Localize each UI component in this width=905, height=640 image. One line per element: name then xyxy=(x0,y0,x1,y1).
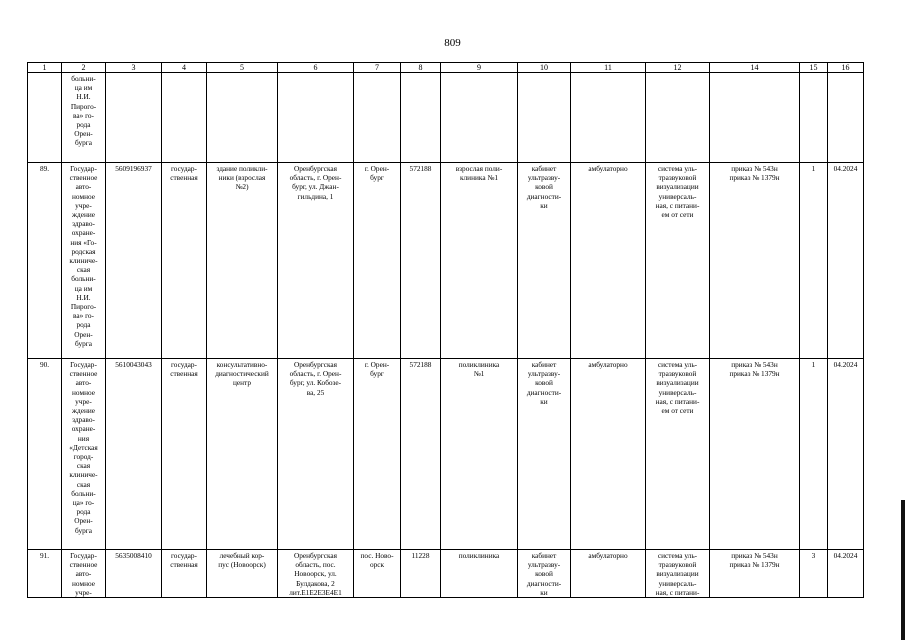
table-cell: 89. xyxy=(28,163,62,359)
column-header: 5 xyxy=(207,63,278,73)
table-cell: приказ № 543н приказ № 1379н xyxy=(710,550,800,598)
table-cell: кабинет ультразву- ковой диагности- ки xyxy=(518,550,571,598)
table-cell: 572188 xyxy=(401,163,441,359)
table-cell: взрослая поли- клиника №1 xyxy=(441,163,518,359)
table-cell: 5609196937 xyxy=(106,163,162,359)
table-cell: лечебный кор- пус (Новоорск) xyxy=(207,550,278,598)
scan-edge-mark xyxy=(901,500,905,640)
table-cell: амбулаторно xyxy=(571,359,646,550)
table-cell xyxy=(278,73,354,163)
table-cell: 1 xyxy=(800,359,828,550)
column-header: 3 xyxy=(106,63,162,73)
table-cell: 04.2024 xyxy=(828,163,864,359)
table-cell: амбулаторно xyxy=(571,550,646,598)
table-cell: 3 xyxy=(800,550,828,598)
table-cell: 5635008410 xyxy=(106,550,162,598)
table-cell: Оренбургская область, г. Орен- бург, ул. Джан- гильдина, 1 xyxy=(278,163,354,359)
table-cell: г. Орен- бург xyxy=(354,359,401,550)
column-header: 1 xyxy=(28,63,62,73)
table-cell: 5610043043 xyxy=(106,359,162,550)
table-cell: 90. xyxy=(28,359,62,550)
column-header: 15 xyxy=(800,63,828,73)
column-header: 7 xyxy=(354,63,401,73)
column-header: 9 xyxy=(441,63,518,73)
table-cell: 11228 xyxy=(401,550,441,598)
table-row xyxy=(28,163,864,359)
table-cell: пос. Ново- орск xyxy=(354,550,401,598)
table-cell: приказ № 543н приказ № 1379н xyxy=(710,359,800,550)
table-cell xyxy=(207,73,278,163)
header-row xyxy=(28,63,864,73)
table-cell: государ- ственная xyxy=(162,550,207,598)
column-header: 6 xyxy=(278,63,354,73)
table-cell xyxy=(162,73,207,163)
table-cell: 91. xyxy=(28,550,62,598)
column-header: 11 xyxy=(571,63,646,73)
column-header: 12 xyxy=(646,63,710,73)
table-cell: амбулаторно xyxy=(571,163,646,359)
table-cell xyxy=(571,73,646,163)
table-cell xyxy=(441,73,518,163)
table-cell xyxy=(828,73,864,163)
table-cell: здание поликли- ники (взрослая №2) xyxy=(207,163,278,359)
table-cell: больни- ца им Н.И. Пирого- ва» го- рода Орен- бурга xyxy=(62,73,106,163)
column-header: 14 xyxy=(710,63,800,73)
table-cell: 04.2024 xyxy=(828,359,864,550)
table-cell: 572188 xyxy=(401,359,441,550)
table-cell xyxy=(401,73,441,163)
table-cell: консультативно- диагностический центр xyxy=(207,359,278,550)
table-cell: государ- ственная xyxy=(162,163,207,359)
table-cell: г. Орен- бург xyxy=(354,163,401,359)
table-cell: Государ- ственное авто- номное учре- xyxy=(62,550,106,598)
table-cell: поликлиника xyxy=(441,550,518,598)
table-cell: Оренбургская область, г. Орен- бург, ул. Кобозе- ва, 25 xyxy=(278,359,354,550)
table-cell: Оренбургская область, пос. Новоорск, ул. Булдакова, 2 лит.Е1Е2Е3Е4Е1 xyxy=(278,550,354,598)
page-number: 809 xyxy=(444,37,461,49)
table-cell: система уль- тразвуковой визуализации универсаль- ная, с питани- ем от сети xyxy=(646,359,710,550)
table-cell xyxy=(646,73,710,163)
table-cell: система уль- тразвуковой визуализации универсаль- ная, с питани- xyxy=(646,550,710,598)
table-row xyxy=(28,359,864,550)
column-header: 10 xyxy=(518,63,571,73)
table-cell: приказ № 543н приказ № 1379н xyxy=(710,163,800,359)
table-cell: 1 xyxy=(800,163,828,359)
table-cell: кабинет ультразву- ковой диагности- ки xyxy=(518,359,571,550)
table-cell xyxy=(106,73,162,163)
table-cell xyxy=(28,73,62,163)
table-cell: Государ- ственное авто- номное учре- ждение здраво- охране- ния «Го- родская клиниче- ская больни- ца им Н.И. Пирого- ва» го- рода Орен- бурга xyxy=(62,163,106,359)
table-cell: поликлиника №1 xyxy=(441,359,518,550)
column-header: 8 xyxy=(401,63,441,73)
table-row xyxy=(28,550,864,598)
table-cell: государ- ственная xyxy=(162,359,207,550)
table-cell xyxy=(800,73,828,163)
table-cell: 04.2024 xyxy=(828,550,864,598)
column-header: 2 xyxy=(62,63,106,73)
registry-table xyxy=(27,62,864,598)
column-header: 4 xyxy=(162,63,207,73)
table-cell xyxy=(354,73,401,163)
table-cell: система уль- тразвуковой визуализации универсаль- ная, с питани- ем от сети xyxy=(646,163,710,359)
table-cell xyxy=(518,73,571,163)
table-cell: кабинет ультразву- ковой диагности- ки xyxy=(518,163,571,359)
table-cell xyxy=(710,73,800,163)
table-cell: Государ- ственное авто- номное учре- ждение здраво- охране- ния «Детская город- ская клиниче- ская больни- ца» го- рода Орен- бурга xyxy=(62,359,106,550)
table-row xyxy=(28,73,864,163)
column-header: 16 xyxy=(828,63,864,73)
